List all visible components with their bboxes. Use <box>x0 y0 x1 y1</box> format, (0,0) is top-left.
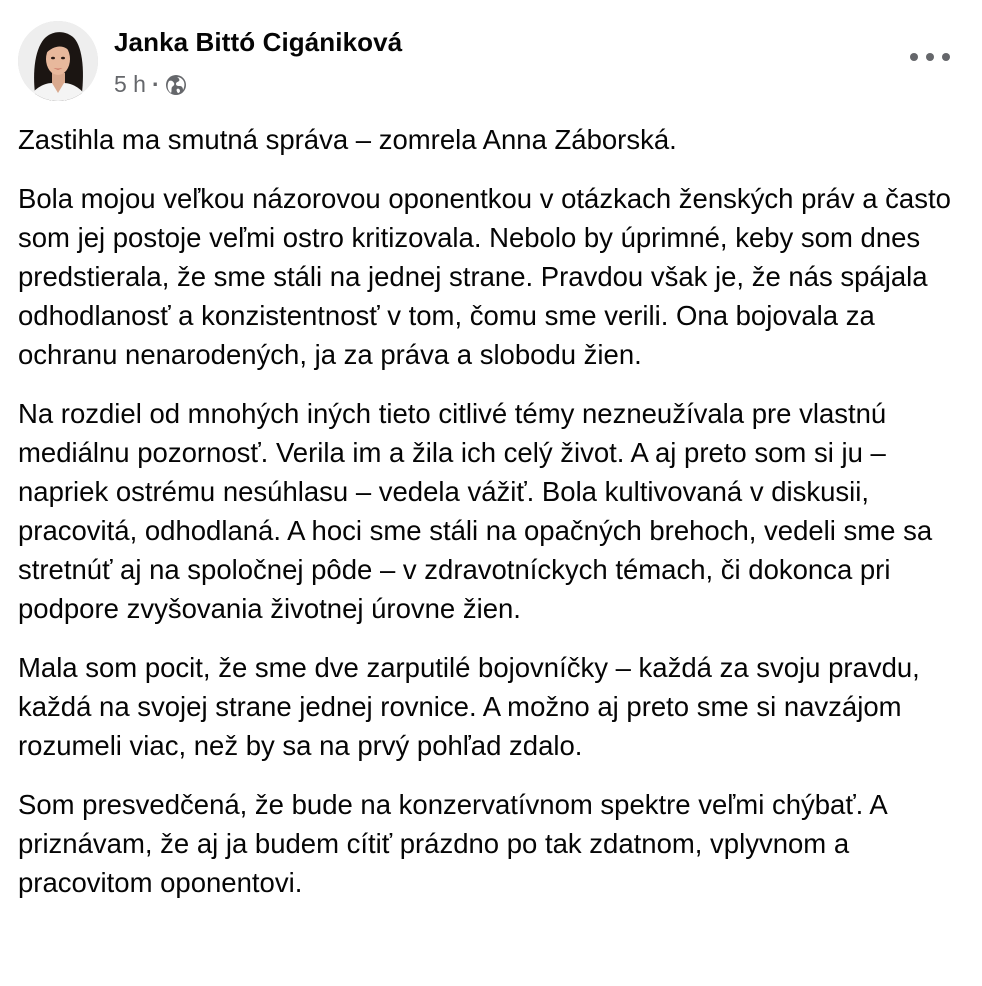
post-header <box>18 21 964 103</box>
profile-photo-icon[interactable] <box>18 21 98 101</box>
more-dot <box>910 53 918 61</box>
more-dot <box>926 53 934 61</box>
post-paragraph: Som presvedčená, že bude na konzervatívnom spektre veľmi chýbať. A priznávam, že aj ja budem cítiť prázdno po tak zdatnom, vplyvnom a pracovitom oponentovi. <box>18 789 887 898</box>
post-paragraph: Zastihla ma smutná správa – zomrela Anna Záborská. <box>18 124 677 155</box>
post-paragraph: Mala som pocit, že sme dve zarputilé bojovníčky – každá za svoju pravdu, každá na svojej strane jednej rovnice. A možno aj preto sme si navzájom rozumeli viac, než by sa na prvý pohľad zdalo. <box>18 652 920 761</box>
post-paragraph: Na rozdiel od mnohých iných tieto citlivé témy nezneužívala pre vlastnú mediálnu pozornosť. Verila im a žila ich celý život. A aj preto som si ju – napriek ostrému nesúhlasu – vedela vážiť. Bola kultivovaná v diskusii, pracovitá, odhodlaná. A hoci sme stáli na opačných brehoch, vedeli sme sa stretnúť aj na spoločnej pôde – v zdravotníckych témach, či dokonca pri podpore zvyšovania životnej úrovne žien. <box>18 398 933 624</box>
more-dot <box>942 53 950 61</box>
post-content <box>18 120 968 922</box>
post-timestamp[interactable]: 5 h <box>114 70 146 97</box>
meta-separator: · <box>151 70 160 97</box>
post-meta <box>114 69 187 99</box>
globe-icon[interactable] <box>165 74 187 96</box>
more-options-icon[interactable] <box>910 45 950 69</box>
author-name[interactable]: Janka Bittó Cigániková <box>114 27 403 57</box>
post-paragraph: Bola mojou veľkou názorovou oponentkou v otázkach ženských práv a často som jej postoje veľmi ostro kritizovala. Nebolo by úprimné, keby som dnes predstierala, že sme stáli na jednej strane. Pravdou však je, že nás spájala odhodlanosť a konzistentnosť v tom, čomu sme verili. Ona bojovala za ochranu nenarodených, ja za práva a slobodu žien. <box>18 183 951 370</box>
